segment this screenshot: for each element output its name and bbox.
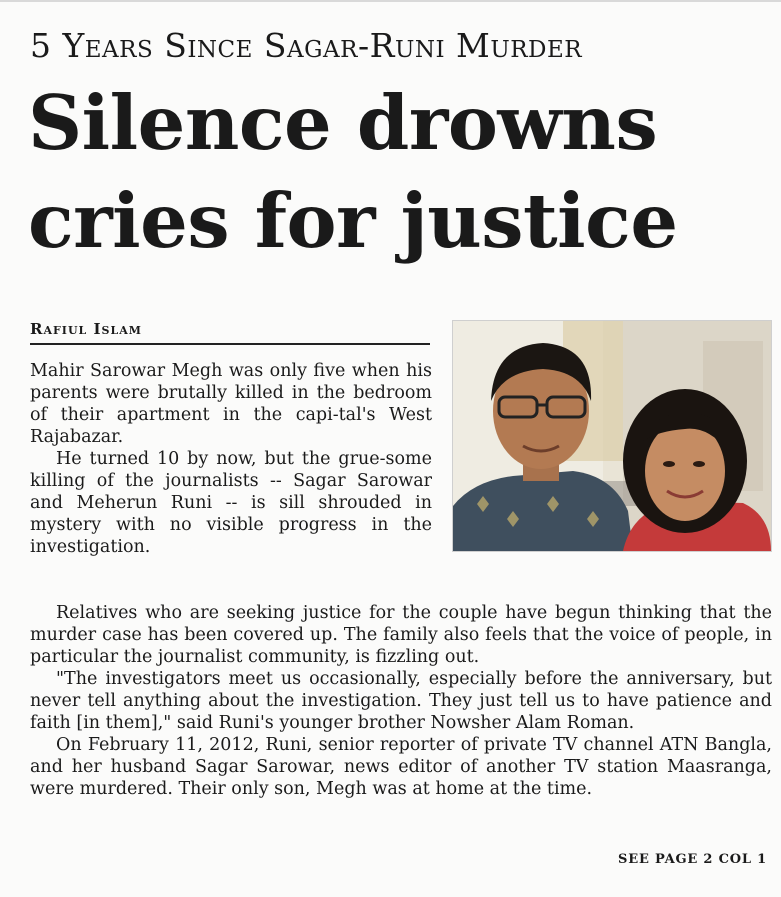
paragraph-2: He turned 10 by now, but the grue-some killing of the journalists -- Sagar Sarowar and Meherun Runi -- is sill shrouded in mystery with no visible progress in the investigation. [30,449,432,557]
paragraph-4: "The investigators meet us occasionally, especially before the anniversary, but never tell anything about the investigation. They just tell us to have patience and faith [in them]," said Runi's younger brother Nowsher Alam Roman. [30,669,772,733]
paragraph-1: Mahir Sarowar Megh was only five when his parents were brutally killed in the bedroom of their apartment in the capi-tal's West Rajabazar. [30,361,432,447]
paragraph-3: Relatives who are seeking justice for the couple have begun thinking that the murder case has been covered up. The family also feels that the voice of people, in particular the journalist community, is fizzling out. [30,603,772,667]
main-headline [28,74,768,270]
article-photo [452,320,772,552]
wide-column [30,602,772,800]
byline-rule [30,343,430,345]
kicker-headline: 5 Years Since Sagar-Runi Murder [30,26,583,65]
paragraph-5: On February 11, 2012, Runi, senior reporter of private TV channel ATN Bangla, and her husband Sagar Sarowar, news editor of another TV station Maasranga, were murdered. Their only son, Megh was at home at the time. [30,735,772,799]
byline: Rafiul Islam [30,320,142,338]
headline-line-2: cries for justice [28,177,678,265]
headline-line-1: Silence drowns [28,79,658,167]
continuation-jump: SEE PAGE 2 COL 1 [618,852,767,867]
narrow-column [30,360,432,558]
